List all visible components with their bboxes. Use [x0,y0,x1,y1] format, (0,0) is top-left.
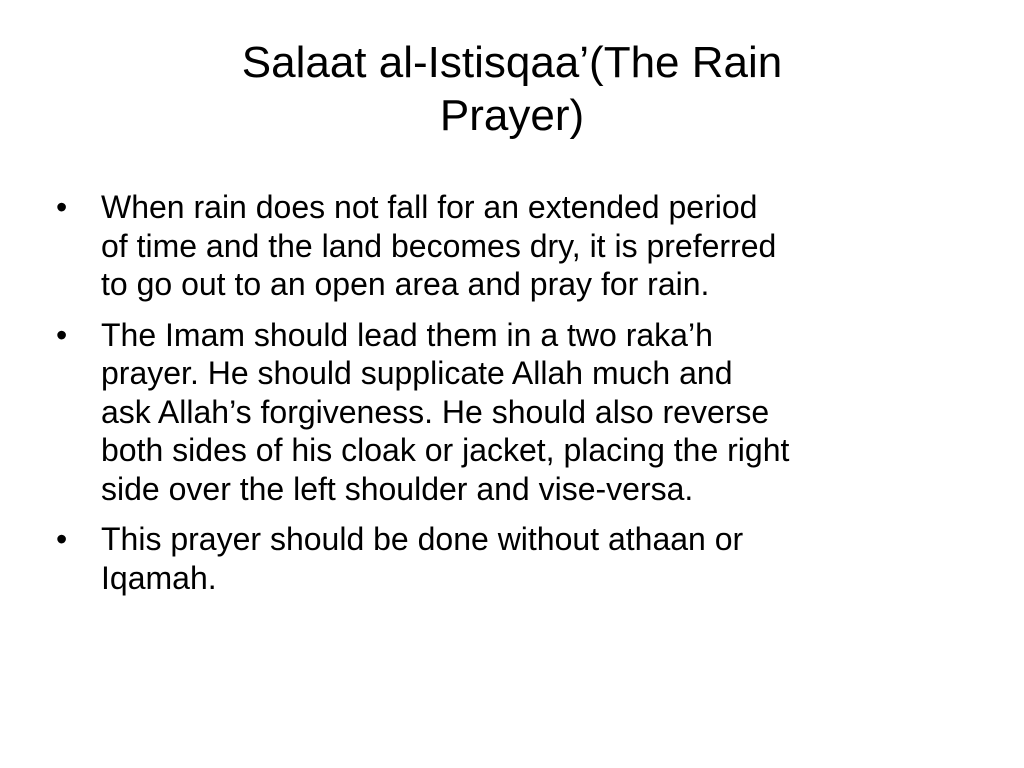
bullet-line: The Imam should lead them in a two raka’h [101,316,713,353]
bullet-line: of time and the land becomes dry, it is preferred [101,227,777,264]
bullet-item-imam-prayer [56,316,971,509]
bullet-dot-icon: • [56,189,68,225]
slide-title-line: Prayer) [439,91,585,140]
bullet-text [101,188,971,304]
slide-title-line: Salaat al-Istisqaa’(The Rain [241,38,783,87]
bullet-line: Iqamah. [101,559,217,596]
bullet-line: prayer. He should supplicate Allah much and [101,355,733,391]
bullet-line: When rain does not fall for an extended period [101,189,758,225]
bullet-line: This prayer should be done without athaan or [101,521,744,557]
bullet-dot-icon: • [56,316,68,353]
bullet-item-rain-condition [56,188,971,304]
bullet-list [56,188,971,609]
bullet-item-without-athaan [56,520,971,597]
bullet-line: both sides of his cloak or jacket, placing the right [101,432,790,468]
bullet-text [101,520,971,597]
bullet-line: ask Allah’s forgiveness. He should also reverse [101,393,770,430]
bullet-line: to go out to an open area and pray for rain. [101,266,710,302]
bullet-line: side over the left shoulder and vise-versa. [101,470,694,507]
slide-title [62,36,962,142]
bullet-dot-icon: • [56,521,68,557]
bullet-text [101,316,971,509]
